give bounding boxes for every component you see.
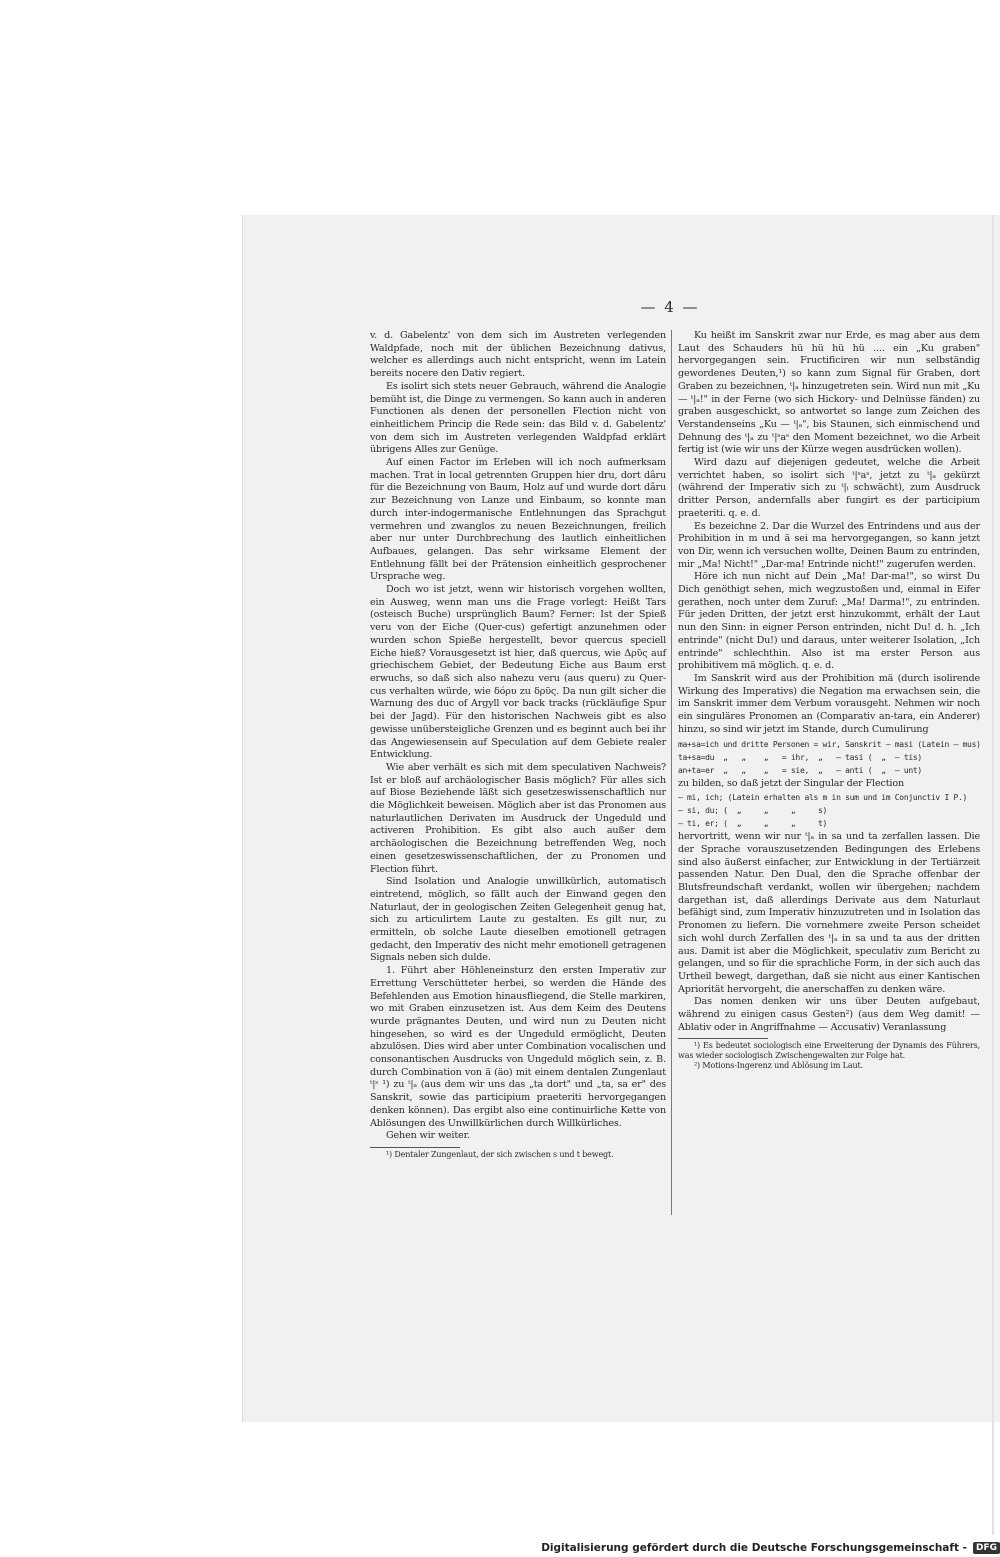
dfg-logo-icon[interactable]: DFG [973,1542,1000,1554]
footnote: ²) Motions-Ingerenz und Ablösung im Laut. [694,1061,863,1071]
left-column [370,330,666,1160]
footnote: ¹) Dentaler Zungenlaut, der sich zwischen s und t bewegt. [386,1150,614,1159]
formula-line: ma+sa=ich und dritte Personen = wir, Sanskrit — masi (Latein — mus) [678,739,981,749]
paragraph: Doch wo ist jetzt, wenn wir historisch vorgehen wollten, ein Ausweg, wenn man uns die Frage vorlegt: Heißt Tars (osteisch Buche) ursprünglich Baum? Ferner: Ist der Spieß veru von der Eiche (Quer-cus) gefertigt anzunehmen oder wurden schon Spieße hergestellt, bevor quercus speciell Eiche hieß? Vorausgesetzt ist hier, daß quercus, wie Δρῦς auf griechischem Gebiet, der Bedeutung Eiche aus Baum erst erwuchs, so daß sich also nahezu veru (aus queru) zu Quer-cus verhalten würde, wie δόρυ zu δρῦς. Da nun gilt sicher die Warnung des duc of Argyll vor back tracks (rückläufige Spur bei der Jagd). Für den historischen Nachweis gibt es also gewisse unübersteigliche Grenzen und es beginnt auch bei ihr das Angewiesensein auf Speculation auf dem Gebiete realer Entwicklung. [370,584,666,761]
digitization-footer [541,1538,1000,1557]
paragraph: hervortritt, wenn wir nur ᵗ|ₐ in sa und ta zerfallen lassen. Die der Sprache vorauszusetzenden Bedingungen des Erlebens sind also äußerst einfacher, zur Entwicklung in der Tertiärzeit passenden Natur. Den Dual, den die Sprache offenbar der Blutsfreundschaft verdankt, wollen wir übergehen; nachdem dargethan ist, daß allerdings Derivate aus dem Naturlaut befähigt sind, zum Imperativ hinzuzutreten und in Isolation das Pronomen zu liefern. Die vornehmere zweite Person scheidet sich wohl durch Zerfallen des ᵗ|ₐ in sa und ta aus der dritten aus. Damit ist aber die Möglichkeit, speculativ zum Bericht zu gelangen, und so für die sprachliche Form, in der sich auch das Urtheil bewegt, dargethan, daß sie nicht aus einer Kantischen Apriorität hervorgeht, die anerschaffen zu denken wäre. [678,831,980,995]
paragraph: Wird dazu auf diejenigen gedeutet, welche die Arbeit verrichtet haben, so isolirt sich ᵗ|ˢaˢ, jetzt zu ᵗ|ₐ gekürzt (während der Imperativ sich zu ᵗ|ᵢ schwächt), zum Ausdruck dritter Person, andernfalls aber fungirt es der participium praeteriti. q. e. d. [678,457,980,519]
paragraph: Sind Isolation und Analogie unwillkürlich, automatisch eintretend, möglich, so fällt auch der Einwand gegen den Naturlaut, der in geologischen Zeiten Gelegenheit genug hat, sich zu articulirtem Laute zu gestalten. Es gilt nur, zu ermitteln, ob solche Laute dieselben emotionell getragen gedacht, den Imperativ des nicht mehr emotionell getragenen Signals neben sich dulde. [370,876,666,964]
column-divider [671,330,672,1215]
formula-line: — mi, ich; (Latein erhalten als m in sum und im Conjunctiv I P.) [678,793,968,803]
paragraph: Wie aber verhält es sich mit dem speculativen Nachweis? Ist er bloß auf archäologischer Basis möglich? Für alles sich auf Biose Beziehende läßt sich gesetzeswissenschaftlich nur die Möglichkeit beweisen. Möglich aber ist das Pronomen aus naturlautlichen Derivaten im Ausdruck der Ungeduld und activeren Prohibition. Es gibt also auch außer dem archäologischen die Bezeichnung betreffenden Weg, noch einen gesetzeswissenschaftlichen, der zu Pronomen und Flection führt. [370,761,666,875]
paragraph: Es bezeichne 2. Dar die Wurzel des Entrindens und aus der Prohibition in m und ä sei ma hervorgegangen, so kann jetzt von Dir, wenn ich versuchen wollte, Deinen Baum zu entrinden, mir „Ma! Nicht!" „Dar-ma! Entrinde nicht!" zugerufen werden. [678,520,980,570]
paragraph: Es isolirt sich stets neuer Gebrauch, während die Analogie bemüht ist, die Dinge zu vermengen. So kann auch in anderen Functionen als denen der personellen Flection nicht von einheitlichem Princip die Rede sein: das Bild v. d. Gabelentz' von dem sich im Austreten verlegenden Waldpfad erklärt übrigens Alles zur Genüge. [370,380,666,456]
formula-line: — si, du; ( „ „ „ s) [678,806,828,816]
paragraph: 1. Führt aber Höhleneinsturz den ersten Imperativ zur Errettung Verschütteter herbei, so werden die Hände des Befehlenden aus Emotion hinausfliegend, die Stelle markiren, wo mit Graben einzusetzen ist. Aus dem Keim des Deutens wurde prägnantes Deuten, und wird nun zu Deuten nicht hingesehen, so wird es der Ungeduld ermöglicht, Deuten abzulösen. Dies wird aber unter Combination vocalischen und consonantischen Ausdrucks von Ungeduld möglich sein, z. B. durch Combination von ä (äo) mit einem dentalen Zungenlaut ᵗ|ˢ ¹) zu ᵗ|ₐ (aus dem wir uns das „ta dort" und „ta, sa er" des Sanskrit, sowie das participium praeteriti hervorgegangen denken können). Das ergibt also eine continuirliche Kette von Ablösungen des Unwillkürlichen durch Willkürliches. [370,965,666,1129]
formula-line: an+ta=er „ „ „ = sie, „ — anti ( „ — unt) [678,765,922,775]
paragraph: Gehen wir weiter. [386,1130,470,1142]
paragraph: Höre ich nun nicht auf Dein „Ma! Dar-ma!", so wirst Du Dich genöthigt sehen, mich wegzustoßen und, einmal in Eifer gerathen, noch unter dem Zuruf: „Ma! Darma!", zu entrinden. Für jeden Dritten, der jetzt erst hinzukommt, erhält der Laut nun den Sinn: in eigner Person entrinden, nicht Du! d. h. „Ich entrinde" (nicht Du!) und daraus, unter weiterer Isolation, „Ich entrinde" schlechthin. Also ist ma erster Person aus prohibitivem mä möglich. q. e. d. [678,571,980,672]
paragraph: Das nomen denken wir uns über Deuten aufgebaut, während zu einigen casus Gesten²) (aus dem Weg damit! — Ablativ oder in Angriffnahme — Accusativ) Veranlassung [678,996,980,1033]
footnote-rule [678,1038,768,1039]
paragraph: Auf einen Factor im Erleben will ich noch aufmerksam machen. Trat in local getrennten Gruppen hier dru, dort dâru für die Bezeichnung von Baum, Holz auf und wurde dort dâru zur Bezeichnung von Lanze und Einbaum, so konnte man durch inter-indogermanische Entlehnungen das Sprachgut vermehren und zwanglos zu neuen Bezeichnungen, freilich aber nur unter Durchbrechung des lautlich einheitlichen Aufbaues, gelangen. Das sehr wirksame Element der Entlehnung fällt bei der Prätension einheitlich gesprochener Ursprache weg. [370,457,666,583]
formula-line: ta+sa=du „ „ „ = ihr, „ — tasi ( „ — tis) [678,752,922,762]
formula-line: — ti, er; ( „ „ „ t) [678,819,828,829]
funding-credit: Digitalisierung gefördert durch die Deutsche Forschungsgemeinschaft - [541,1541,967,1554]
paragraph: Im Sanskrit wird aus der Prohibition mä (durch isolirende Wirkung des Imperativs) die Negation ma erwachsen sein, die im Sanskrit immer dem Verbum vorausgeht. Nehmen wir noch ein singuläres Pronomen an (Comparativ an-tara, ein Anderer) hinzu, so sind wir jetzt im Stande, durch Cumulirung [678,672,980,735]
paragraph: zu bilden, so daß jetzt der Singular der Flection [678,777,904,789]
page-number: — 4 — [640,298,700,316]
paragraph: Ku heißt im Sanskrit zwar nur Erde, es mag aber aus dem Laut des Schauders hü hü hü hü .... ein „Ku graben" hervorgegangen sein. Fructificiren wir nun selbständig gewordenes Deuten,¹) so kann zum Signal für Graben, dort Graben zu bezeichnen, ᵗ|ₐ hinzugetreten sein. Wird nun mit „Ku — ᵗ|ₐ!" in der Ferne (wo sich Hickory- und Delnüsse fänden) zu graben ausgeschickt, so antwortet so lange zum Zeichen des Verstandenseins „Ku — ᵗ|ₐ", bis Staunen, sich einmischend und Dehnung des ᵗ|ₐ zu ᵗ|ˢaˢ den Moment bezeichnet, wo die Arbeit fertig ist (wie wir uns der Kürze wegen ausdrücken wollen). [678,330,980,456]
page-edge-divider [992,215,994,1535]
right-column [678,330,980,1071]
footnote-rule [370,1147,460,1148]
footnote: ¹) Es bedeutet sociologisch eine Erweiterung der Dynamis des Führers, was wieder sociologisch Zwischengewalten zur Folge hat. [678,1041,980,1061]
paragraph: v. d. Gabelentz' von dem sich im Austreten verlegenden Waldpfade, noch mit der üblichen Bezeichnung dativus, welcher es allerdings auch nicht entspricht, wenn im Latein bereits nocere den Dativ regiert. [370,330,666,380]
